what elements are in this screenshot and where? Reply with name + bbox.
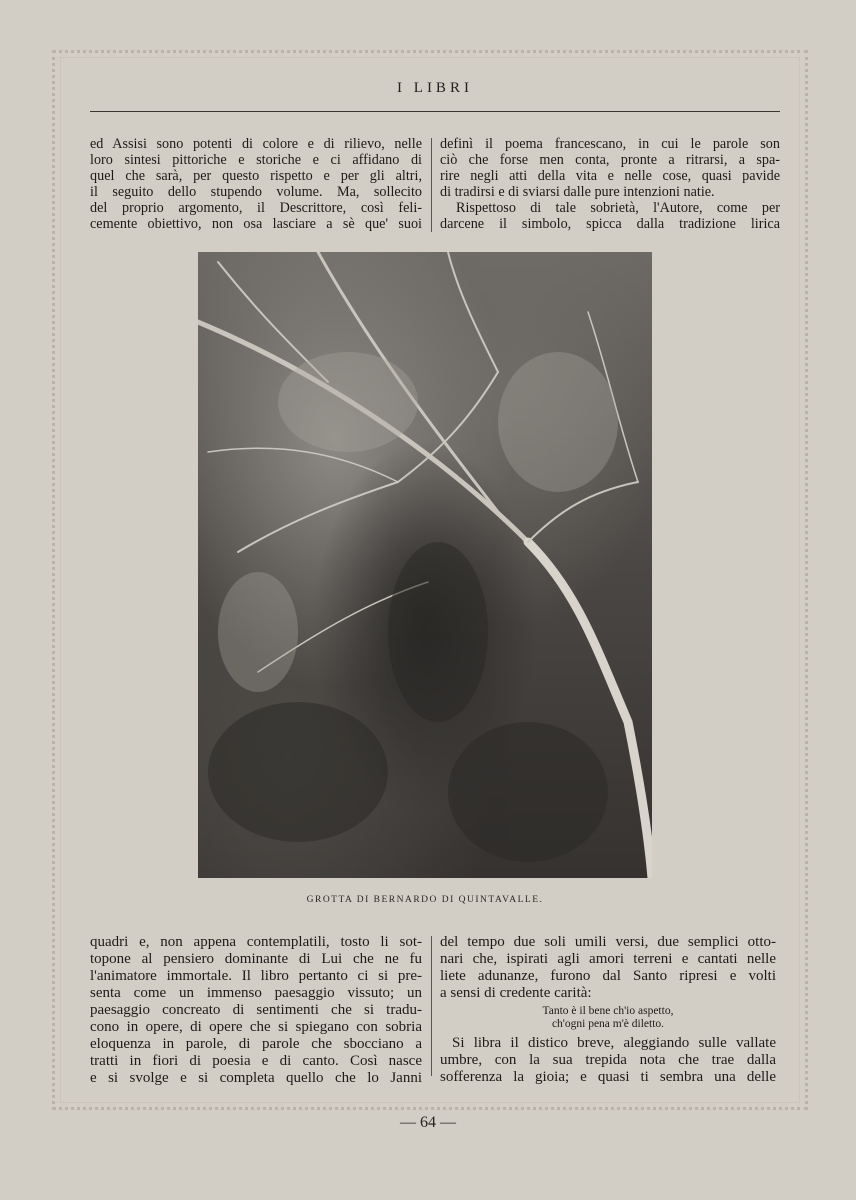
text-line: nari che, ispirati agli amori terreni e cantati nelle <box>440 951 776 967</box>
text-line: Si libra il distico breve, aleggiando sulle vallate <box>452 1035 776 1051</box>
running-header: I LIBRI <box>397 80 473 96</box>
text-line: loro sintesi pittoriche e storiche e ci affidano di <box>90 152 422 168</box>
text-line: quel che sarà, per questo rispetto e per gli altri, <box>90 168 422 184</box>
text-line: definì il poema francescano, in cui le parole son <box>440 136 780 152</box>
text-line: Rispettoso di tale sobrietà, l'Autore, come per <box>456 200 780 216</box>
bottom-left-column <box>90 934 422 1087</box>
photo-caption: GROTTA DI BERNARDO DI QUINTAVALLE. <box>306 895 544 905</box>
text-line: rire negli atti della vita e nelle cose, quasi pavide <box>440 168 780 184</box>
text-line: liete adunanze, furono dal Santo ripresi e volti <box>440 968 776 984</box>
text-line: di tradirsi e di sviarsi dalle pure intenzioni natie. <box>440 184 715 200</box>
column-divider-bottom <box>431 936 432 1076</box>
verse-quote-line: Tanto è il bene ch'io aspetto, <box>542 1005 674 1017</box>
text-line: l'animatore immortale. Il libro pertanto ci si pre- <box>90 968 422 984</box>
text-line: umbre, con la sua trepida nota che trae dalla <box>440 1052 776 1068</box>
text-line: ed Assisi sono potenti di colore e di rilievo, nelle <box>90 136 422 152</box>
text-line: ciò che forse men conta, pronte a ritrarsi, a spa- <box>440 152 780 168</box>
verse-quote-line: ch'ogni pena m'è diletto. <box>551 1018 665 1030</box>
text-line: cono in opere, di opere che si spiegano con sobria <box>90 1019 422 1035</box>
top-right-column <box>440 136 780 232</box>
text-line: darcene il simbolo, spicca dalla tradizione lirica <box>440 216 780 232</box>
text-line: a sensi di credente carità: <box>440 985 592 1001</box>
text-line: quadri e, non appena contemplatili, tosto li sot- <box>90 934 422 950</box>
text-line: senta come un immenso paesaggio vissuto; un <box>90 985 422 1001</box>
top-left-column <box>90 136 422 232</box>
text-line: e si svolge e si completa quello che lo Janni <box>90 1070 422 1086</box>
text-line: del tempo due soli umili versi, due semplici otto- <box>440 934 776 950</box>
text-line: il seguito dello stupendo volume. Ma, sollecito <box>90 184 422 200</box>
text-line: tratti in fiori di poesia e di canto. Così nasce <box>90 1053 422 1069</box>
text-line: del proprio argomento, il Descrittore, così feli- <box>90 200 422 216</box>
text-line: sofferenza la gioia; e quasi ti sembra una delle <box>440 1069 776 1085</box>
column-divider-top <box>431 138 432 232</box>
bottom-right-column <box>440 934 776 1086</box>
text-line: eloquenza in parole, di parole che sbocciano a <box>90 1036 422 1052</box>
page-number: — 64 — <box>400 1114 456 1131</box>
header-rule <box>90 111 780 112</box>
text-line: cemente obiettivo, non osa lasciare a sè que' suoi <box>90 216 422 232</box>
grotto-photograph <box>198 252 652 878</box>
text-line: paesaggio concreato di sentimenti che si tradu- <box>90 1002 422 1018</box>
text-line: topone al pensiero dominante di Lui che ne fu <box>90 951 422 967</box>
photo-tree-branches <box>198 252 652 878</box>
